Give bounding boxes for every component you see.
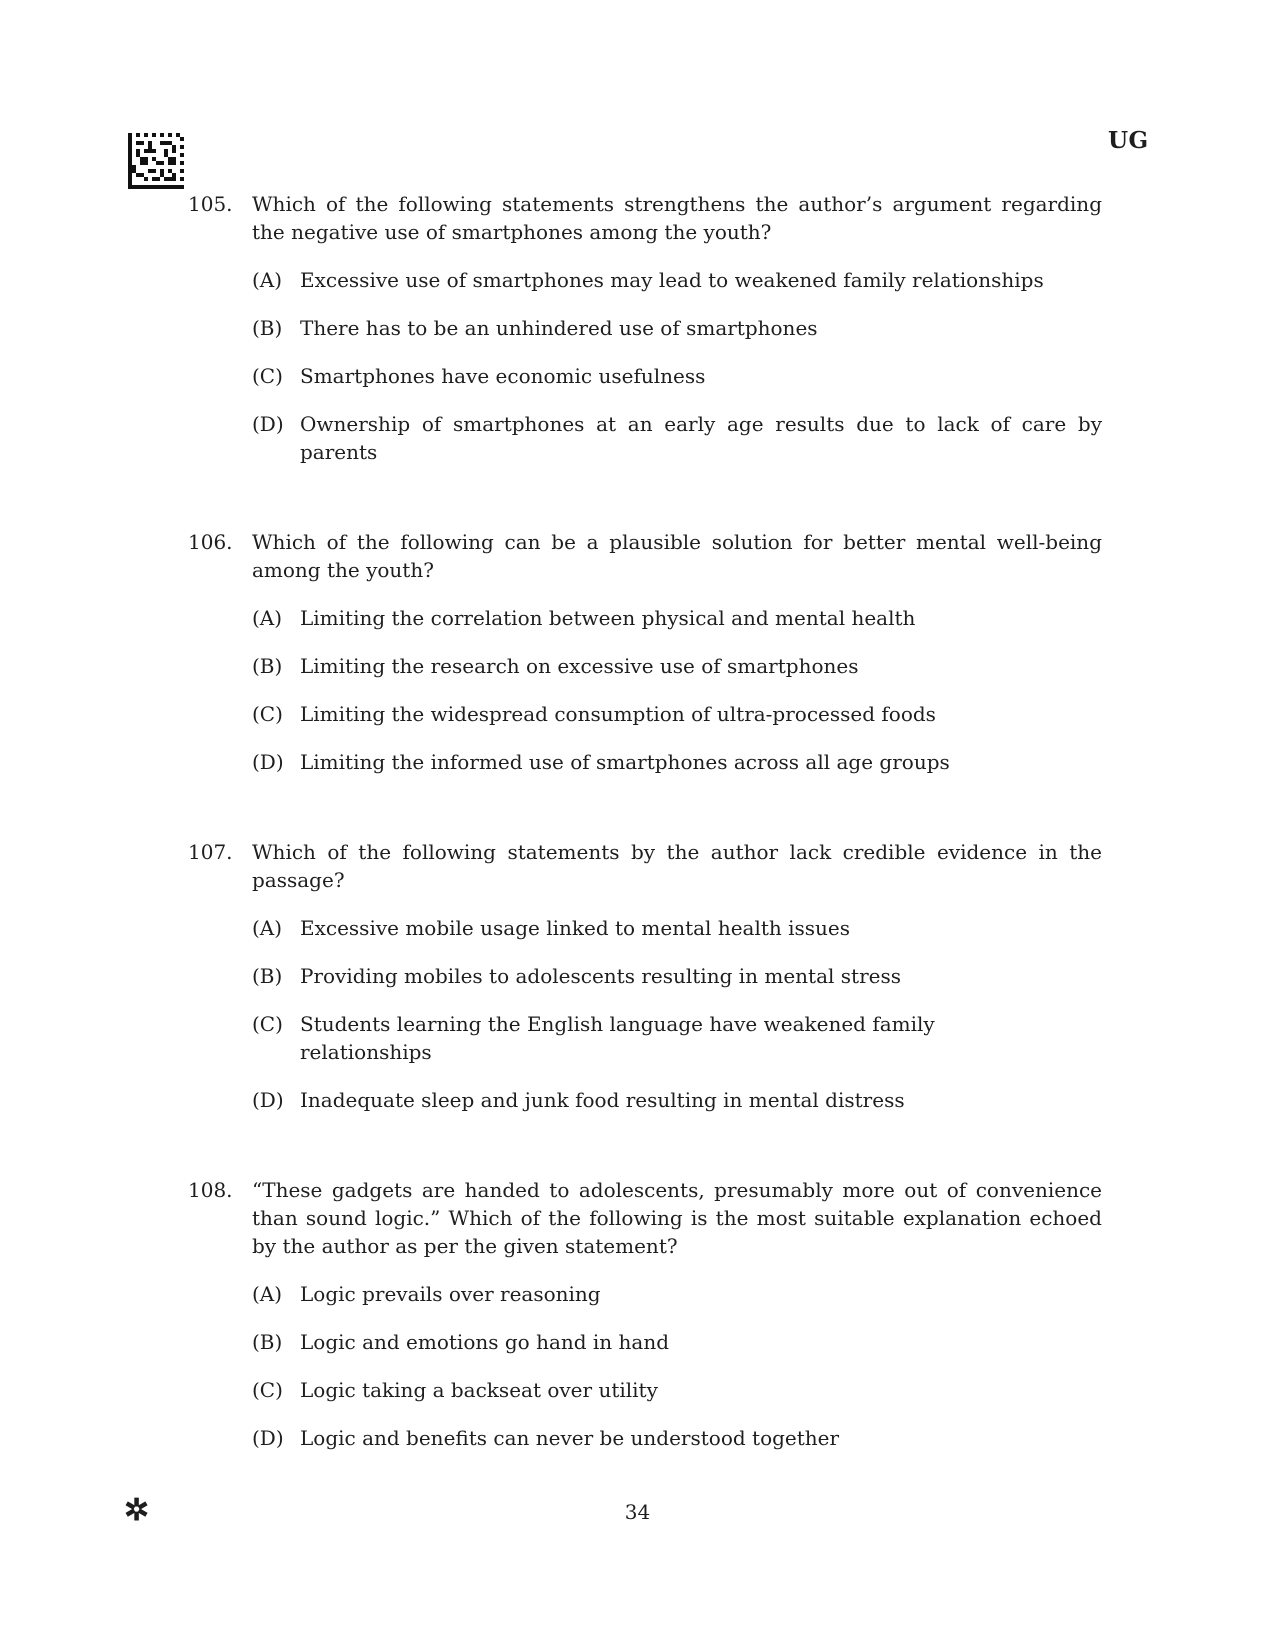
star-icon: ✲ <box>124 1493 150 1528</box>
option-text: Students learning the English language have weakened family relationships <box>300 1012 935 1064</box>
question-106 <box>188 528 1102 796</box>
option-letter: (B) <box>252 316 283 340</box>
option-a <box>252 604 1102 632</box>
option-text: Limiting the informed use of smartphones across all age groups <box>300 750 950 774</box>
option-letter: (B) <box>252 964 283 988</box>
option-letter: (C) <box>252 702 283 726</box>
option-text: Logic taking a backseat over utility <box>300 1378 658 1402</box>
option-list <box>252 604 1102 776</box>
option-text: There has to be an unhindered use of smartphones <box>300 316 818 340</box>
question-text: Which of the following statements strengthens the author’s argument regarding the negative use of smartphones among the youth? <box>252 192 1102 244</box>
question-105 <box>188 190 1102 486</box>
page-number: 34 <box>624 1500 651 1524</box>
option-b <box>252 314 1102 342</box>
option-letter: (D) <box>252 412 284 436</box>
option-text: Limiting the research on excessive use of smartphones <box>300 654 859 678</box>
option-d <box>252 1424 1102 1452</box>
option-text: Excessive use of smartphones may lead to weakened family relationships <box>300 268 1044 292</box>
option-text: Logic and emotions go hand in hand <box>300 1330 670 1354</box>
option-d <box>252 1086 1102 1114</box>
option-letter: (D) <box>252 1426 284 1450</box>
option-b <box>252 1328 1102 1356</box>
option-text: Limiting the correlation between physical and mental health <box>300 606 916 630</box>
option-text: Excessive mobile usage linked to mental health issues <box>300 916 851 940</box>
question-108 <box>188 1176 1102 1472</box>
option-text: Limiting the widespread consumption of ultra-processed foods <box>300 702 936 726</box>
option-d <box>252 410 1102 466</box>
paper-code-label: UG <box>1108 127 1149 154</box>
option-letter: (A) <box>252 1282 283 1306</box>
option-text: Smartphones have economic usefulness <box>300 364 706 388</box>
option-letter: (B) <box>252 1330 283 1354</box>
option-list <box>252 1280 1102 1452</box>
option-a <box>252 266 1102 294</box>
option-a <box>252 1280 1102 1308</box>
question-number: 107. <box>188 840 233 864</box>
option-d <box>252 748 1102 776</box>
option-letter: (D) <box>252 750 284 774</box>
option-c <box>252 1376 1102 1404</box>
option-list <box>252 266 1102 466</box>
option-a <box>252 914 1102 942</box>
question-text: “These gadgets are handed to adolescents, presumably more out of convenience than sound logic.” Which of the following is the most suitable explanation echoed by the author as per the given statement? <box>252 1178 1102 1258</box>
option-letter: (C) <box>252 1378 283 1402</box>
qr-code-icon <box>128 133 184 189</box>
option-letter: (C) <box>252 1012 283 1036</box>
option-text: Inadequate sleep and junk food resulting in mental distress <box>300 1088 905 1112</box>
option-text: Ownership of smartphones at an early age results due to lack of care by parents <box>300 412 1102 464</box>
question-text: Which of the following can be a plausible solution for better mental well-being among the youth? <box>252 530 1102 582</box>
question-number: 106. <box>188 530 233 554</box>
option-c <box>252 700 1102 728</box>
option-list <box>252 914 1102 1114</box>
option-letter: (A) <box>252 606 283 630</box>
option-letter: (D) <box>252 1088 284 1112</box>
question-text: Which of the following statements by the author lack credible evidence in the passage? <box>252 840 1102 892</box>
option-letter: (A) <box>252 268 283 292</box>
option-letter: (A) <box>252 916 283 940</box>
question-number: 105. <box>188 192 233 216</box>
option-c <box>252 362 1102 390</box>
question-107 <box>188 838 1102 1134</box>
option-b <box>252 652 1102 680</box>
option-letter: (B) <box>252 654 283 678</box>
option-text: Logic and benefits can never be understood together <box>300 1426 840 1450</box>
option-text: Logic prevails over reasoning <box>300 1282 601 1306</box>
question-number: 108. <box>188 1178 233 1202</box>
option-b <box>252 962 1102 990</box>
option-letter: (C) <box>252 364 283 388</box>
option-text: Providing mobiles to adolescents resulting in mental stress <box>300 964 901 988</box>
option-c <box>252 1010 1102 1066</box>
